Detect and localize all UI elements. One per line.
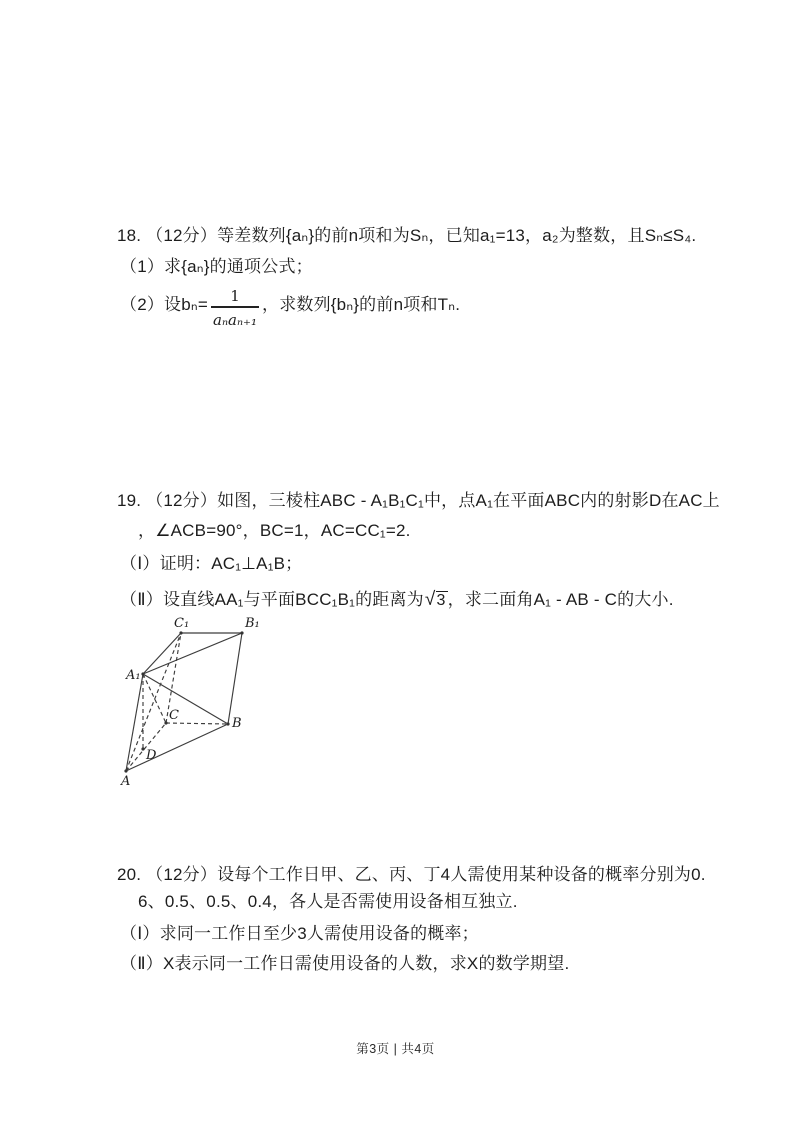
vertex-a1-dot: [141, 672, 144, 675]
edge-a1-c1: [143, 633, 181, 674]
vertex-b1-dot: [240, 631, 243, 634]
vertex-d-dot: [141, 747, 144, 750]
q19-part1: （Ⅰ）证明：AC₁⊥A₁B；: [120, 554, 303, 573]
q19-part2-suffix: ，求二面角A₁ - AB - C的大小.: [447, 590, 674, 609]
vertex-label-c1: C₁: [174, 616, 190, 631]
page-footer: 第3页 | 共4页: [356, 1042, 435, 1056]
vertex-a-dot: [124, 769, 127, 772]
prism-figure: [108, 608, 268, 800]
fraction-denominator: aₙaₙ₊₁: [213, 310, 257, 329]
vertex-label-c: C: [169, 708, 179, 723]
q18-part2-prefix: （2）设bₙ=: [120, 294, 209, 314]
edge-a-c: [126, 723, 166, 771]
vertex-label-d: D: [146, 748, 157, 763]
vertex-label-a1: A₁: [126, 668, 141, 683]
vertex-b-dot: [226, 722, 229, 725]
edge-a1-b: [143, 674, 228, 724]
edge-a-b: [126, 724, 228, 771]
fraction-numerator: 1: [230, 287, 240, 306]
q20-stem-line1: 20. （12分）设每个工作日甲、乙、丙、丁4人需使用某种设备的概率分别为0.: [117, 865, 706, 884]
edge-b1-b: [228, 633, 242, 724]
edge-a-a1: [126, 674, 143, 771]
q19-part2-prefix: （Ⅱ）设直线AA₁与平面BCC₁B₁的距离为: [120, 590, 424, 609]
q20-part1: （Ⅰ）求同一工作日至少3人需使用设备的概率；: [120, 924, 479, 943]
vertex-label-b1: B₁: [245, 616, 260, 631]
q20-stem-line2: 6、0.5、0.5、0.4，各人是否需使用设备相互独立.: [138, 892, 518, 911]
q19-stem-line1: 19. （12分）如图，三棱柱ABC - A₁B₁C₁中，点A₁在平面ABC内的射影D在AC上: [117, 491, 720, 510]
q18-part1: （1）求{aₙ}的通项公式；: [120, 257, 313, 276]
edge-c-b: [166, 723, 228, 724]
vertex-label-a: A: [121, 774, 131, 789]
sqrt-radicand: 3: [436, 592, 446, 609]
vertex-c1-dot: [179, 631, 182, 634]
q18-part2: [120, 283, 460, 335]
q18-stem: 18. （12分）等差数列{aₙ}的前n项和为Sₙ，已知a₁=13，a₂为整数，且Sₙ≤S₄.: [117, 226, 697, 245]
q20-part2: （Ⅱ）X表示同一工作日需使用设备的人数，求X的数学期望.: [120, 954, 570, 973]
edge-a1-b1: [143, 633, 242, 674]
sqrt-sign: √: [424, 589, 436, 610]
vertex-label-b: B: [232, 716, 242, 731]
q19-stem-line2: ，∠ACB=90°，BC=1，AC=CC₁=2.: [138, 521, 411, 540]
fraction: [211, 287, 259, 330]
q18-part2-suffix: ，求数列{bₙ}的前n项和Tₙ.: [262, 294, 461, 314]
vertex-c-dot: [164, 721, 167, 724]
